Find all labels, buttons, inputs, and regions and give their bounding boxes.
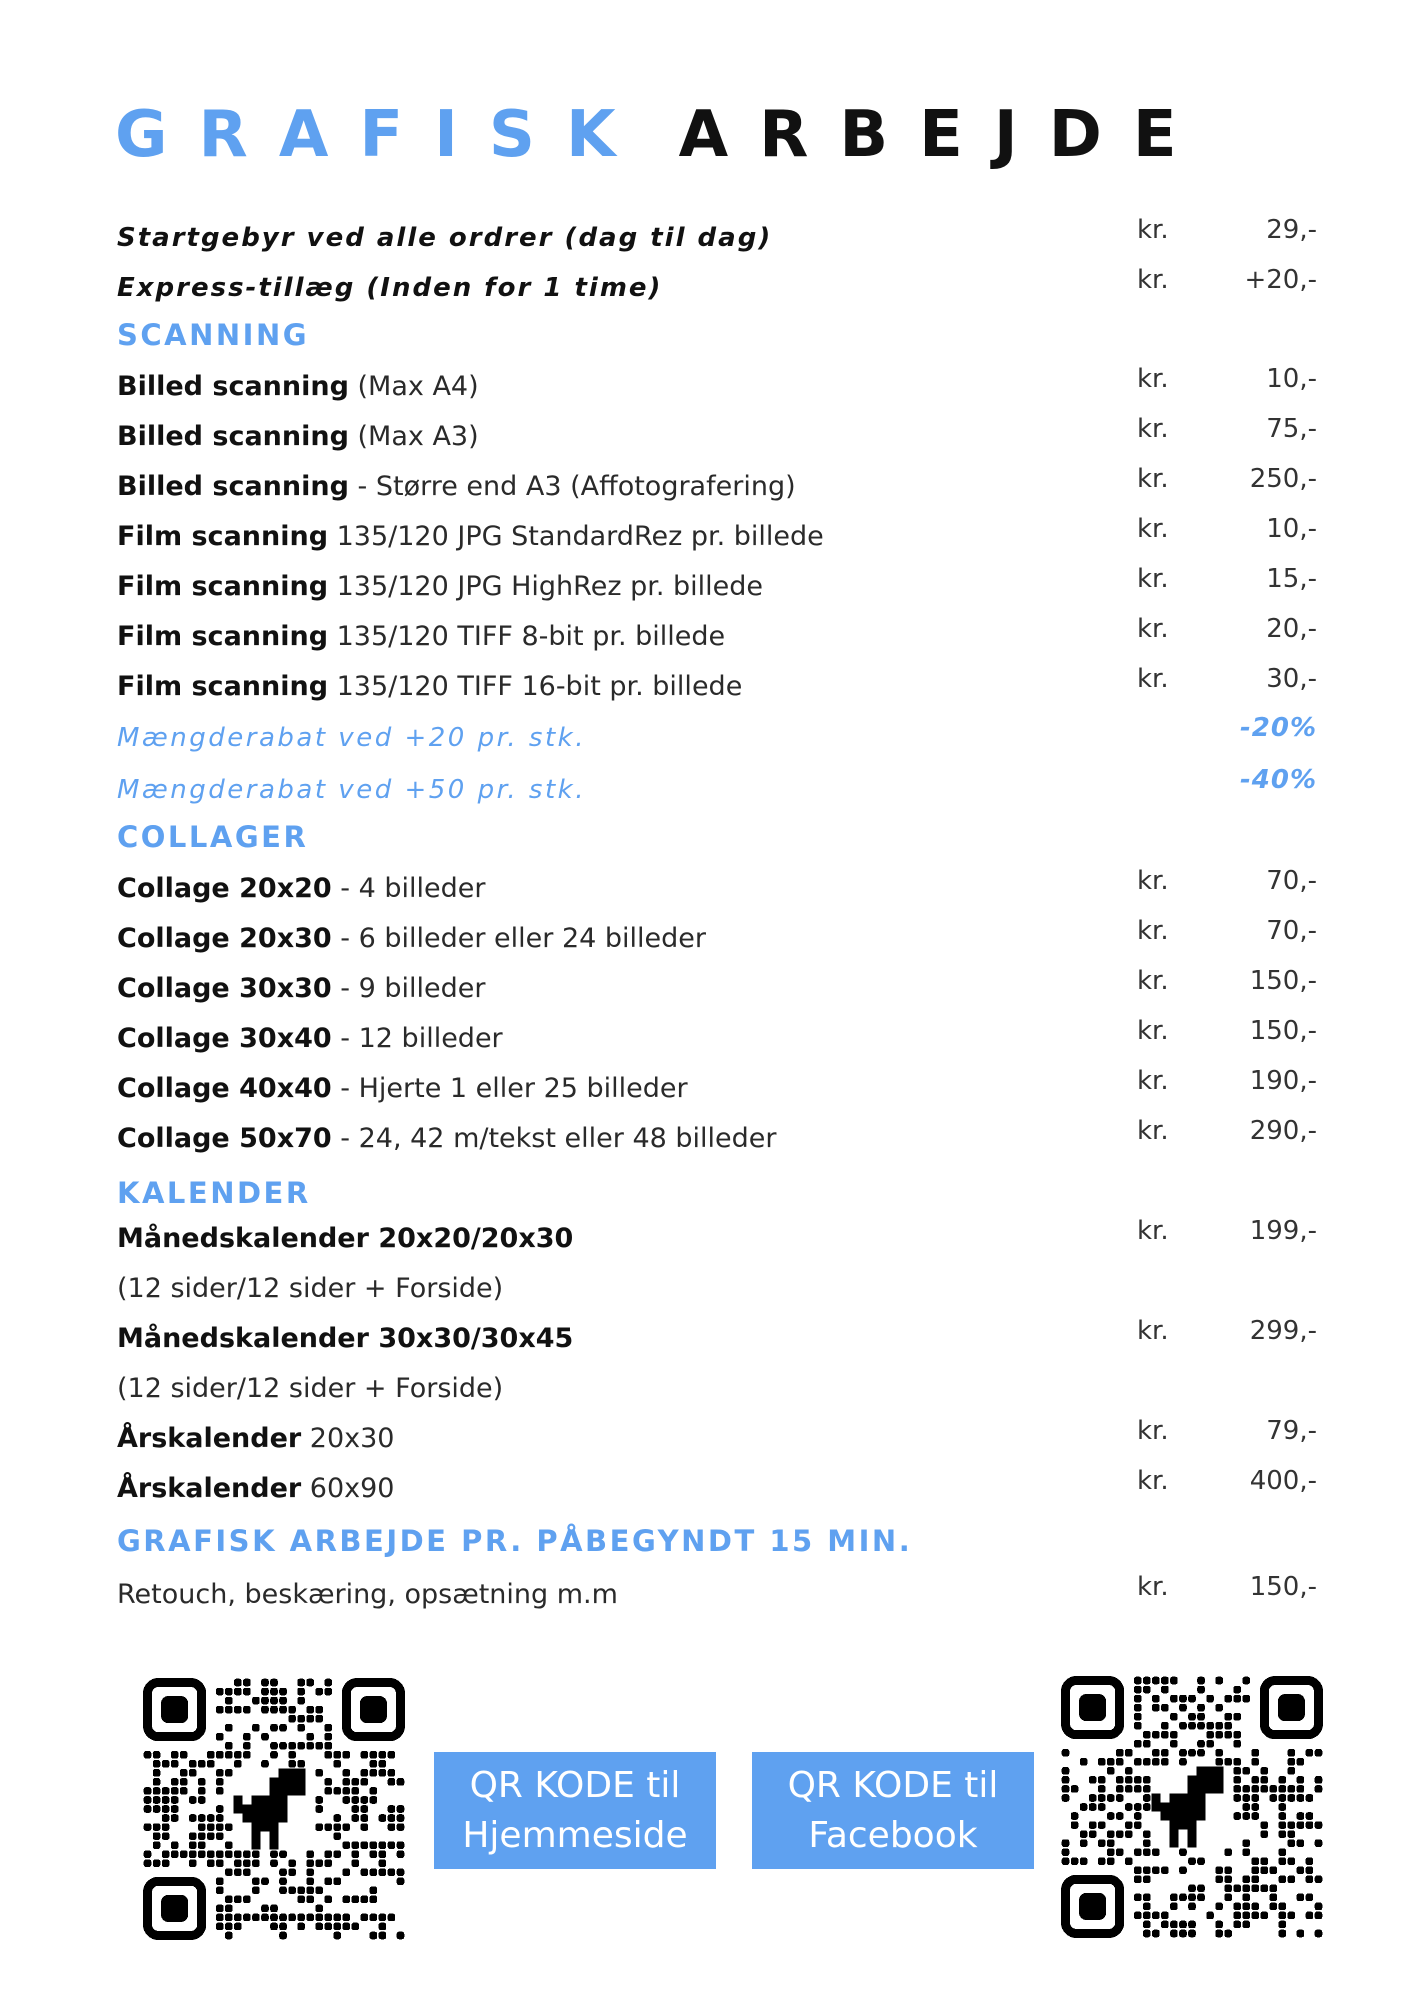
currency-label: kr.: [1137, 1016, 1169, 1046]
price: 10,-: [1266, 514, 1317, 544]
currency-label: kr.: [1137, 564, 1169, 594]
item-label: [117, 1123, 777, 1154]
fee-label: Express-tillæg (Inden for 1 time): [117, 273, 663, 303]
item-label: [117, 521, 824, 552]
item-note: (12 sider/12 sider + Forside): [117, 1373, 504, 1404]
currency-label: kr.: [1137, 364, 1169, 394]
item-detail: 135/120 JPG StandardRez pr. billede: [328, 521, 824, 552]
price-row: [117, 1066, 1317, 1110]
price-row: [117, 1466, 1317, 1510]
currency-label: kr.: [1137, 464, 1169, 494]
price-row: [117, 664, 1317, 708]
currency-label: kr.: [1137, 1216, 1169, 1246]
currency-label: kr.: [1137, 1416, 1169, 1446]
discount-value: -20%: [1239, 713, 1317, 743]
item-name: Collage 40x40: [117, 1073, 332, 1104]
item-name: Collage 30x40: [117, 1023, 332, 1054]
title-part-arbejde: ARBEJDE: [678, 98, 1208, 172]
qr-code-facebook-icon[interactable]: [1061, 1676, 1323, 1938]
price: 150,-: [1249, 1016, 1317, 1046]
currency-label: kr.: [1137, 1466, 1169, 1496]
price-row: [117, 916, 1317, 960]
currency-label: kr.: [1137, 414, 1169, 444]
currency-label: kr.: [1137, 614, 1169, 644]
item-detail: - 6 billeder eller 24 billeder: [331, 923, 707, 954]
item-name: Collage 20x20: [117, 873, 332, 904]
item-detail: - 4 billeder: [331, 873, 486, 904]
price-row: [117, 966, 1317, 1010]
item-detail: - Større end A3 (Affotografering): [348, 471, 796, 502]
item-label: [117, 1223, 573, 1254]
price-row: [117, 1116, 1317, 1160]
item-name: Film scanning: [117, 571, 329, 602]
item-name: Collage 50x70: [117, 1123, 332, 1154]
item-label: [117, 421, 479, 452]
currency-label: kr.: [1137, 916, 1169, 946]
price: 15,-: [1266, 564, 1317, 594]
button-line: QR KODE til: [469, 1764, 681, 1806]
price-row: [117, 1416, 1317, 1460]
price-row: [117, 464, 1317, 508]
note-row: [117, 1366, 1317, 1410]
item-detail: 135/120 JPG HighRez pr. billede: [328, 571, 764, 602]
price: 290,-: [1249, 1116, 1317, 1146]
section-heading-kalender: KALENDER: [117, 1176, 311, 1210]
item-name: Månedskalender 30x30/30x45: [117, 1323, 574, 1354]
item-detail: 60x90: [301, 1473, 395, 1504]
price-row: [117, 866, 1317, 910]
item-detail: 135/120 TIFF 8-bit pr. billede: [328, 621, 726, 652]
item-name: Månedskalender 20x20/20x30: [117, 1223, 574, 1254]
dinosaur-icon: [1151, 1766, 1223, 1847]
price: 20,-: [1266, 614, 1317, 644]
section-heading-scanning: SCANNING: [117, 318, 310, 352]
currency-label: kr.: [1137, 1572, 1169, 1602]
item-label: [117, 973, 485, 1004]
price: 29,-: [1266, 215, 1317, 245]
item-name: Billed scanning: [117, 471, 349, 502]
currency-label: kr.: [1137, 265, 1169, 295]
currency-label: kr.: [1137, 966, 1169, 996]
item-name: Film scanning: [117, 521, 329, 552]
discount-value: -40%: [1239, 765, 1317, 795]
currency-label: kr.: [1137, 664, 1169, 694]
price: +20,-: [1244, 265, 1317, 295]
item-label: [117, 1323, 573, 1354]
discount-label: Mængderabat ved +20 pr. stk.: [117, 723, 586, 753]
item-detail: - 9 billeder: [331, 973, 486, 1004]
price: 30,-: [1266, 664, 1317, 694]
discount-row: [117, 715, 1317, 759]
price-row: [117, 564, 1317, 608]
fee-row: [117, 265, 1317, 309]
item-name: Film scanning: [117, 671, 329, 702]
price: 199,-: [1249, 1216, 1317, 1246]
item-detail: (Max A4): [348, 371, 479, 402]
item-name: Billed scanning: [117, 371, 349, 402]
item-detail: (Max A3): [348, 421, 479, 452]
dinosaur-icon: [233, 1768, 305, 1849]
price: 400,-: [1249, 1466, 1317, 1496]
section-heading-collager: COLLAGER: [117, 820, 309, 854]
item-label: [117, 1023, 503, 1054]
price: 75,-: [1266, 414, 1317, 444]
price: 190,-: [1249, 1066, 1317, 1096]
currency-label: kr.: [1137, 866, 1169, 896]
item-label: [117, 1473, 394, 1504]
item-detail: - 24, 42 m/tekst eller 48 billeder: [331, 1123, 777, 1154]
price: 70,-: [1266, 866, 1317, 896]
item-label: [117, 873, 485, 904]
qr-hjemmeside-button[interactable]: [434, 1752, 716, 1869]
button-line: QR KODE til: [787, 1764, 999, 1806]
item-name: Billed scanning: [117, 421, 349, 452]
fee-row: [117, 215, 1317, 259]
item-label: [117, 1423, 394, 1454]
page-title: [115, 98, 1208, 172]
section-heading-grafisk: GRAFISK ARBEJDE PR. PÅBEGYNDT 15 MIN.: [117, 1524, 913, 1558]
qr-facebook-button[interactable]: [752, 1752, 1034, 1869]
discount-row: [117, 767, 1317, 811]
note-row: [117, 1266, 1317, 1310]
item-name: Collage 20x30: [117, 923, 332, 954]
item-label: [117, 621, 725, 652]
price-row: [117, 1016, 1317, 1060]
price-row: [117, 1572, 1317, 1616]
price: 150,-: [1249, 966, 1317, 996]
item-name: Årskalender: [117, 1423, 302, 1454]
price: 299,-: [1249, 1316, 1317, 1346]
price: 10,-: [1266, 364, 1317, 394]
item-detail: - 12 billeder: [331, 1023, 503, 1054]
item-label: [117, 471, 796, 502]
price: 250,-: [1249, 464, 1317, 494]
item-note: (12 sider/12 sider + Forside): [117, 1273, 504, 1304]
currency-label: kr.: [1137, 1116, 1169, 1146]
item-detail: 20x30: [301, 1423, 395, 1454]
item-label: Retouch, beskæring, opsætning m.m: [117, 1579, 618, 1610]
item-detail: 135/120 TIFF 16-bit pr. billede: [328, 671, 743, 702]
button-line: Facebook: [808, 1814, 978, 1856]
price-row: [117, 414, 1317, 458]
qr-code-hjemmeside-icon[interactable]: [143, 1678, 405, 1940]
item-label: [117, 1073, 688, 1104]
price-row: [117, 1216, 1317, 1260]
price: 70,-: [1266, 916, 1317, 946]
price-row: [117, 364, 1317, 408]
currency-label: kr.: [1137, 215, 1169, 245]
item-name: Collage 30x30: [117, 973, 332, 1004]
price-row: [117, 614, 1317, 658]
item-label: [117, 671, 742, 702]
title-part-grafisk: GRAFISK: [115, 98, 647, 172]
item-label: [117, 571, 763, 602]
item-label: [117, 371, 479, 402]
item-detail: - Hjerte 1 eller 25 billeder: [331, 1073, 688, 1104]
price-row: [117, 1316, 1317, 1360]
discount-label: Mængderabat ved +50 pr. stk.: [117, 775, 586, 805]
currency-label: kr.: [1137, 514, 1169, 544]
price: 79,-: [1266, 1416, 1317, 1446]
item-name: Årskalender: [117, 1473, 302, 1504]
item-name: Film scanning: [117, 621, 329, 652]
price: 150,-: [1249, 1572, 1317, 1602]
button-line: Hjemmeside: [462, 1814, 688, 1856]
fee-label: Startgebyr ved alle ordrer (dag til dag): [117, 223, 773, 253]
currency-label: kr.: [1137, 1316, 1169, 1346]
price-row: [117, 514, 1317, 558]
currency-label: kr.: [1137, 1066, 1169, 1096]
item-label: [117, 923, 706, 954]
